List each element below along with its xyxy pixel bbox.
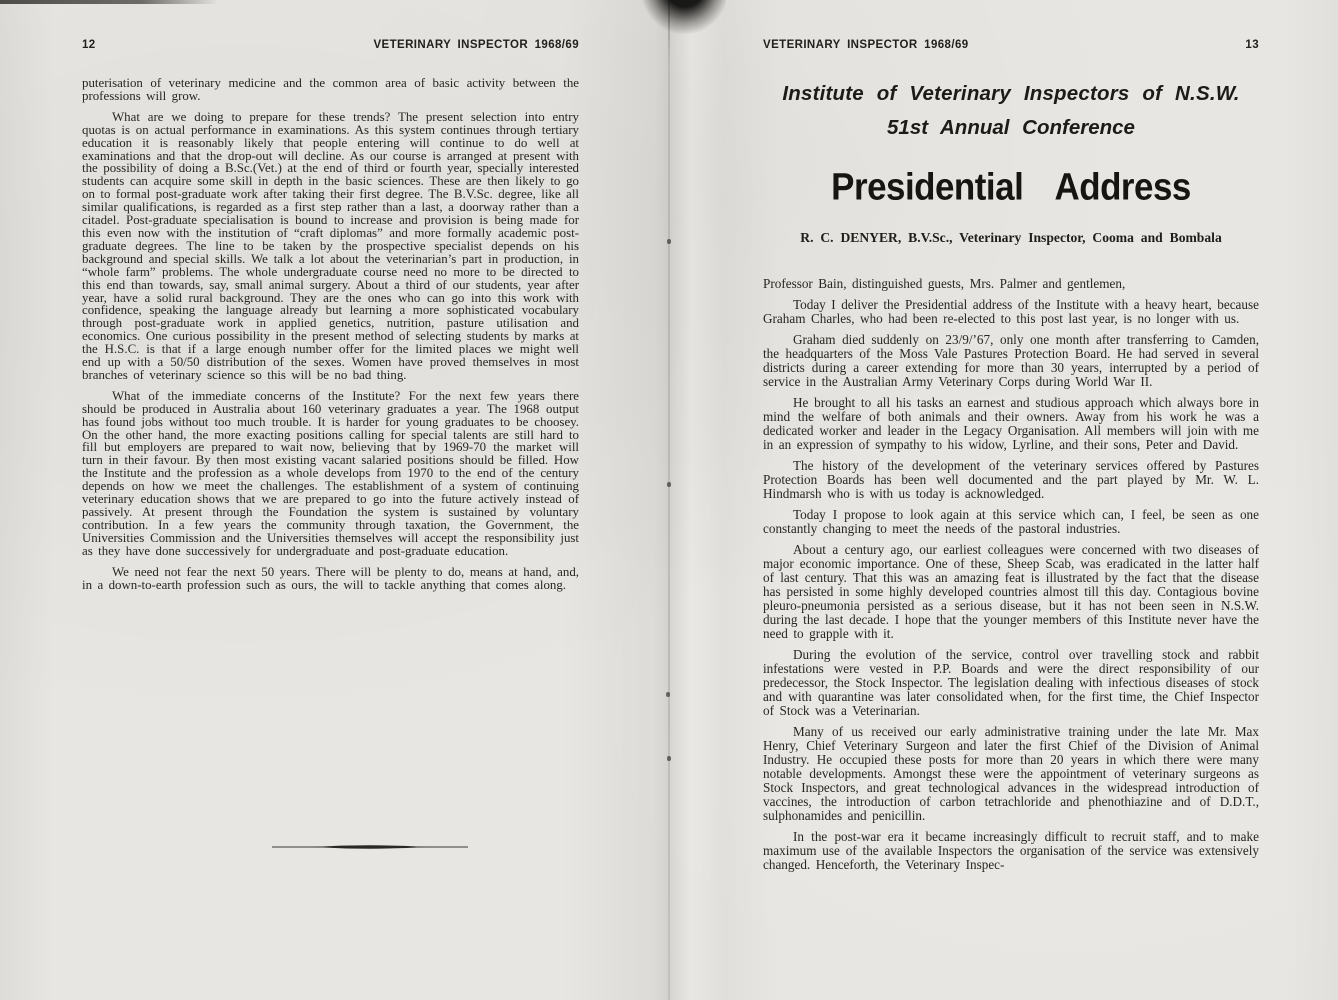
paragraph: Today I propose to look again at this service which can, I feel, be seen as one constantly changing to meet the needs of the pastoral industries. (763, 507, 1259, 536)
left-running-header: VETERINARY INSPECTOR 1968/69 (373, 39, 579, 51)
left-page-number: 12 (82, 39, 96, 51)
paragraph: We need not fear the next 50 years. There will be plenty to do, means at hand, and, in a down-to-earth profession such as ours, the will to tackle anything that comes along. (82, 564, 579, 592)
right-body-text (763, 277, 1259, 879)
paragraph: What of the immediate concerns of the Institute? For the next few years there should be produced in Australia about 160 veterinary graduates a year. The 1968 output has found jobs without too much trouble. It is harder for young graduates to be choosey. On the other hand, the more exacting positions calling for special talents are still hard to fill but employers are prepared to wait now, believing that by 1969-70 the market will turn in their favour. By then most existing vacant salaried positions should be filled. How the Institute and the profession as a whole develops from 1970 to the end of the century depends on how we meet the challenges. The establishment of a system of continuing veterinary education shows that we are prepared to go into the future actively instead of passively. At present through the Foundation the system is sustained by voluntary contribution. In a few years the community through taxation, the Government, the Universities Commission and the Universities themselves will accept the responsibility just as they have done successively for undergraduate and post-graduate education. (82, 388, 579, 558)
paragraph: He brought to all his tasks an earnest and studious approach which always bore in mind the welfare of both animals and their owners. Away from his work he was a dedicated worker and leader in the Legacy Organisation. All members will join with me in an expression of sympathy to his widow, Lyrline, and their sons, Peter and David. (763, 395, 1259, 452)
paragraph: Many of us received our early administrative training under the late Mr. Max Henry, Chief Veterinary Surgeon and later the first Chief of the Division of Animal Industry. He occupied these posts for more than 20 years in which there were many notable developments. Amongst these were the appointment of veterinary surgeons as Stock Inspectors, and great technological advances in the widespread introduction of vaccines, the introduction of carbon tetrachloride and phenothiazine and of D.D.T., sulphonamides and penicillin. (763, 724, 1259, 823)
scan-edge-artifact (0, 0, 218, 4)
section-divider-rule (272, 843, 468, 851)
right-running-header: VETERINARY INSPECTOR 1968/69 (763, 39, 969, 51)
gutter-shadow-artifact (640, 0, 726, 34)
staple-mark (666, 692, 670, 697)
paragraph: What are we doing to prepare for these trends? The present selection into entry quotas is on actual performance in examinations. As this system continues through tertiary education it is reasonably likely that people entering will continue to do well at examinations and that the drop-out will decline. As our course is arranged at present with the possibility of doing a B.Sc.(Vet.) at the end of third or fourth year, specially interested students can acquire some skill in depth in the basic sciences. These are then likely to go on to formal post-graduate work after taking their first degree. The B.V.Sc. degree, like all similar qualifications, is regarded as a first step rather than a last, a doorway rather than a citadel. Post-graduate specialisation is bound to increase and provision is being made for this even now with the institution of “craft diplomas” and more formally academic post-graduate degrees. The line to be taken by the prospective specialist depends on his background and special skills. We talk a lot about the veterinarian’s part in production, in “whole farm” problems. The whole undergraduate course need no more to be directed to this end than towards, say, small animal surgery. About a third of our students, year after year, have a solid rural background. They are the ones who can go into this work with confidence, speaking the language already but learning a more sophisticated vocabulary through post-graduate work in applied genetics, nutrition, pasture utilisation and economics. One curious possibility in the present method of selecting students by marks at the H.S.C. is that if a large enough number offer for the limited places we might well end up with a 50/50 distribution of the sexes. Women have proved themselves in most branches of veterinary science so this will be no bad thing. (82, 109, 579, 382)
paragraph: In the post-war era it became increasingly difficult to recruit staff, and to make maximum use of the available Inspectors the organisation of the service was extensively changed. Henceforth, the Veterinary Inspec- (763, 829, 1259, 872)
paragraph: The history of the development of the veterinary services offered by Pastures Protection Boards has been well documented and the part played by Mr. W. L. Hindmarsh who is with us today is acknowledged. (763, 458, 1259, 501)
right-page (669, 0, 1338, 1000)
right-running-head-row (763, 39, 1259, 51)
byline: R. C. DENYER, B.V.Sc., Veterinary Inspector, Cooma and Bombala (800, 230, 1222, 245)
left-running-head-row (82, 39, 579, 51)
conference-subtitle: 51st Annual Conference (887, 116, 1135, 139)
staple-mark (667, 756, 671, 761)
institute-title: Institute of Veterinary Inspectors of N.S.W. (782, 82, 1240, 105)
gutter-fold-line (668, 0, 670, 1000)
paragraph: About a century ago, our earliest colleagues were concerned with two diseases of major economic importance. One of these, Sheep Scab, was eradicated in the latter half of last century. That this was an amazing feat is illustrated by the fact that the disease has persisted in some highly developed countries almost till this day. Contagious bovine pleuro-pneumonia persisted as a serious disease, but it has not been seen in N.S.W. during the last decade. I hope that the younger members of this Institute never have the need to grapple with it. (763, 542, 1259, 641)
paragraph: Today I deliver the Presidential address of the Institute with a heavy heart, because Graham Charles, who had been re-elected to this post last year, is no longer with us. (763, 297, 1259, 326)
paragraph: Professor Bain, distinguished guests, Mrs. Palmer and gentlemen, (763, 276, 1126, 291)
staple-mark (667, 239, 671, 244)
paragraph: puterisation of veterinary medicine and the common area of basic activity between the professions will grow. (82, 76, 579, 103)
paragraph: Graham died suddenly on 23/9/’67, only one month after transferring to Camden, the headquarters of the Moss Vale Pastures Protection Board. He had served in several districts during a career extending for more than 30 years, interrupted by a period of service in the Australian Army Veterinary Corps during World War II. (763, 332, 1259, 389)
right-page-number: 13 (1245, 39, 1259, 51)
staple-mark (667, 482, 671, 487)
paragraph: During the evolution of the service, control over travelling stock and rabbit infestations were vested in P.P. Boards and were the direct responsibility of our predecessor, the Stock Inspector. The legislation dealing with infectious diseases of stock and with quarantine was later consolidated when, for the first time, the Chief Inspector of Stock was a Veterinarian. (763, 647, 1259, 718)
article-title: Presidential Address (831, 164, 1191, 209)
left-body-text (82, 77, 579, 599)
